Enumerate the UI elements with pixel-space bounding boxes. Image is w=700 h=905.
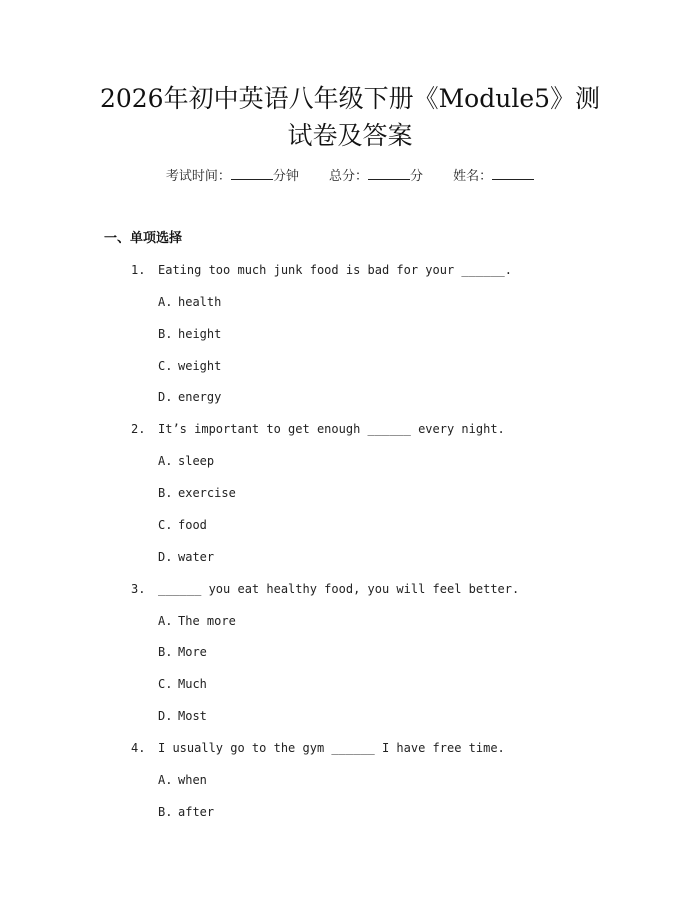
option-letter: C. [158,677,173,691]
option-text: when [178,773,207,787]
option-text: food [178,518,207,532]
option-item [158,388,221,406]
option-item [158,357,221,375]
page-title-line-2: 试卷及答案 [287,121,413,150]
student-name-field [453,166,534,188]
option-letter: D. [158,390,173,404]
total-score-unit: 分 [410,169,424,184]
question-text: Eating too much junk food is bad for your ______. [158,263,513,277]
option-text: Most [178,709,207,723]
exam-time-unit: 分钟 [272,169,299,184]
option-letter: A. [158,454,173,468]
option-letter: D. [158,550,173,564]
question-number: 2. [131,422,146,436]
question-text: ______ you eat healthy food, you will feel better. [158,582,520,596]
option-letter: A. [158,614,173,628]
option-letter: B. [158,805,173,819]
option-text: water [178,550,215,564]
option-item [158,484,236,502]
total-score-blank [368,166,410,180]
option-item [158,293,221,311]
option-text: after [178,805,215,819]
question-text: It’s important to get enough ______ every night. [158,422,505,436]
option-item [158,452,214,470]
option-text: height [178,327,222,341]
option-item [158,325,221,343]
option-letter: B. [158,327,173,341]
option-item [158,707,207,725]
exam-time-blank [231,166,273,180]
option-letter: C. [158,518,173,532]
option-item [158,803,214,821]
option-letter: A. [158,773,173,787]
option-letter: B. [158,486,173,500]
option-text: More [178,645,207,659]
option-item [158,516,207,534]
exam-info-row [0,166,700,188]
option-item [158,612,236,630]
option-letter: A. [158,295,173,309]
option-text: Much [178,677,207,691]
question-number: 3. [131,582,146,596]
exam-time-label: 考试时间： [165,169,231,184]
option-text: The more [178,614,236,628]
option-item [158,643,207,661]
question-number: 1. [131,263,146,277]
student-name-label: 姓名： [453,169,493,184]
total-score-label: 总分： [328,169,368,184]
option-item [158,771,207,789]
exam-time-field [166,166,299,188]
total-score-field [329,166,423,188]
question-number: 4. [131,741,146,755]
page-title-line-1: 2026年初中英语八年级下册《Module5》测 [99,84,601,113]
option-letter: D. [158,709,173,723]
section-heading: 一、单项选择 [104,231,183,246]
question-text: I usually go to the gym ______ I have free time. [158,741,505,755]
student-name-blank [492,166,534,180]
option-text: weight [178,359,222,373]
option-letter: C. [158,359,173,373]
option-text: sleep [178,454,215,468]
option-item [158,675,207,693]
option-letter: B. [158,645,173,659]
option-text: health [178,295,222,309]
option-item [158,548,214,566]
option-text: exercise [178,486,236,500]
option-text: energy [178,390,222,404]
